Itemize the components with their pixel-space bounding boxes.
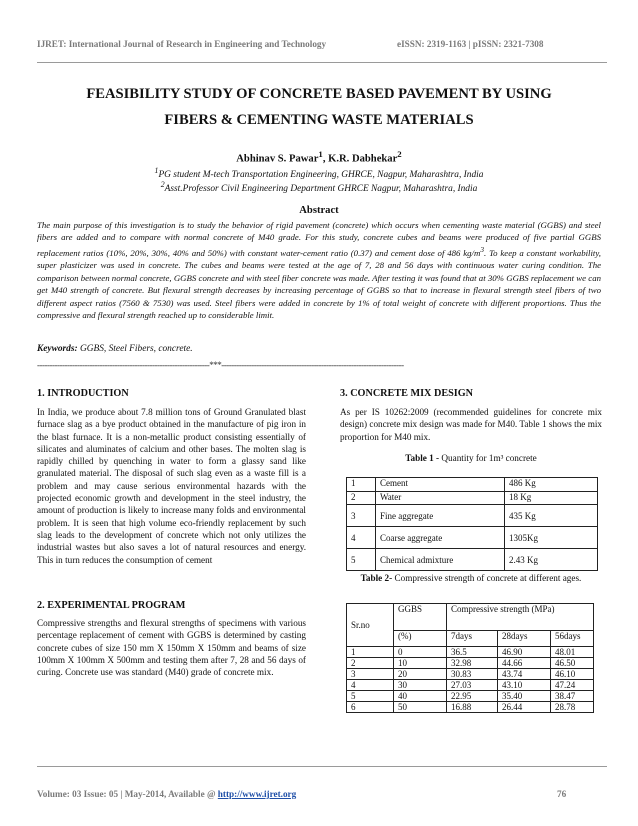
abstract-text: The main purpose of this investigation is to study the behavior of rigid pavement (concrete) which occurs when cementing waste material (GGBS) and steel fibers are added and to compare with normal concrete of M40 grade. For this study, concrete cubes and beams were produced of five partial GGBS replacement ratios (10%, 20%, 30%, 40% and 50%) with constant water-cement ratio (0.37) and cement dose of 486 $kg/m^3$. To keep a constant workability, super plasticizer was used in concrete. The cubes and beams were tested at the age of 7, 28 and 56 days with continuous water curing condition. The comparison between normal concrete, GGBS concrete and with steel fiber concrete was made. After testing it was found that at 30% GGBS replacement we can get M40 strength of concrete. But flexural strength decreases by increasing percentage of GGBS so that to increase in flexural strength steel fibers of two different aspect ratios (7560 & 7530) was used. Steel fibers were added in concrete by 1% of total weight of concrete with different proportions. Thus the compressive and flexural strength reached up to considerable limit.	[37, 220, 601, 321]
table-1	[346, 477, 598, 571]
table-row: 5 40 22.95 35.40 38.47	[347, 691, 594, 702]
table-row: 4 30 27.03 43.10 47.24	[347, 680, 594, 691]
author-sep: ,	[322, 153, 329, 165]
running-footer	[37, 789, 607, 799]
author-1: Abhinav S. Pawar	[236, 153, 319, 165]
table-row: 4 Coarse aggregate 1305Kg	[347, 527, 598, 549]
table-row: 1 0 36.5 46.90 48.01	[347, 647, 594, 658]
title-line-2: FIBERS & CEMENTING WASTE MATERIALS	[164, 112, 474, 128]
header-rule	[37, 62, 607, 63]
affiliation-2: $^2$Asst.Professor Civil Engineering Department GHRCE Nagpur, Maharashtra, India	[160, 180, 478, 195]
author-2: K.R. Dabhekar	[328, 153, 398, 165]
table-row: 3 20 30.83 43.74 46.10	[347, 669, 594, 680]
footer-rule	[37, 766, 607, 767]
section-3-heading: 3. CONCRETE MIX DESIGN	[340, 388, 474, 399]
running-header	[37, 39, 607, 49]
author-2-sup: 2	[397, 149, 402, 159]
table-row: 5 Chemical admixture 2.43 Kg	[347, 549, 598, 571]
authors	[0, 149, 638, 165]
keywords	[37, 344, 193, 354]
section-1-text: In India, we produce about 7.8 million tons of Ground Granulated blast furnace slag as a bye product obtained in the manufacture of pig iron in the blast furnace. It is a non-metallic product consisting essentially of silicates and aluminates of calcium and other bases. The molten slag is rapidly chilled by quenching in water to form a glassy sand like granulated material. The disposal of such slag even as a waste fill is a problem and may cause serious environmental hazards with the projected economic growth and development in the steel industry, the amount of production is likely to increase many folds and environmental problem. It is seen that high volume eco-friendly replacement by such slag leads to the development of concrete which not only utilizes the industrial wastes but also saves a lot of natural resources and energy. This in turn reduces the consumption of cement	[37, 407, 306, 565]
affiliation-1: $^1$PG student M-tech Transportation Engineering, GHRCE, Nagpur, Maharashtra, India	[154, 166, 484, 181]
keywords-text: GGBS, Steel Fibers, concrete.	[77, 344, 193, 354]
table-row: 6 50 16.88 26.44 28.78	[347, 702, 594, 713]
section-2-text: Compressive strengths and flexural strengths of specimens with various percentage replacement of cement with GGBS is determined by casting concrete cubes of size 150 mm X 150mm X 150mm and beams of size 100mm X 100mm X 500mm and testing them after 7, 28 and 56 days of curing. Concrete use was standard (M40) grade of concrete mix.	[37, 618, 306, 678]
table-row: 1 Cement 486 Kg	[347, 478, 598, 492]
page-number: 76	[557, 789, 567, 799]
paper-title	[37, 81, 601, 133]
title-line-1: FEASIBILITY STUDY OF CONCRETE BASED PAVEMENT BY USING	[86, 86, 552, 102]
col-header-ggbs: GGBS	[394, 604, 447, 631]
table-1-caption: Table 1 - Quantity for 1m³ concrete	[405, 453, 537, 463]
col-header-compressive-strength: Compressive strength (MPa)	[447, 604, 594, 631]
col-header-srno: Sr.no	[347, 604, 394, 647]
footer-link[interactable]: http://www.ijret.org	[217, 789, 297, 799]
section-2-heading: 2. EXPERIMENTAL PROGRAM	[37, 600, 186, 611]
table-row: 2 Water 18 Kg	[347, 492, 598, 505]
section-1-heading: 1. INTRODUCTION	[37, 388, 129, 399]
journal-name: IJRET: International Journal of Research in Engineering and Technology	[37, 39, 327, 49]
section-3-text: As per IS 10262:2009 (recommended guidelines for concrete mix design) concrete mix design was made for M40. Table 1 shows the mix proportion for M40 mix.	[340, 407, 602, 442]
table-2-caption: Table 2- Compressive strength of concrete at different ages.	[360, 573, 582, 583]
table-row: 3 Fine aggregate 435 Kg	[347, 505, 598, 527]
issn: eISSN: 2319-1163 | pISSN: 2321-7308	[397, 39, 544, 49]
keywords-label: Keywords:	[37, 344, 78, 354]
table-header-row	[347, 604, 594, 631]
footer-volume: Volume: 03 Issue: 05 | May-2014, Available @	[37, 789, 218, 799]
table-2	[346, 603, 594, 713]
table-subheader-row: (%) 7days 28days 56days	[347, 631, 594, 647]
section-separator: ---------------------------------------------------------------------***-------------------------------------------------------------------------	[37, 360, 404, 370]
author-1-sup: 1	[318, 149, 323, 159]
table-row: 2 10 32.98 44.66 46.50	[347, 658, 594, 669]
abstract-heading: Abstract	[299, 205, 339, 216]
